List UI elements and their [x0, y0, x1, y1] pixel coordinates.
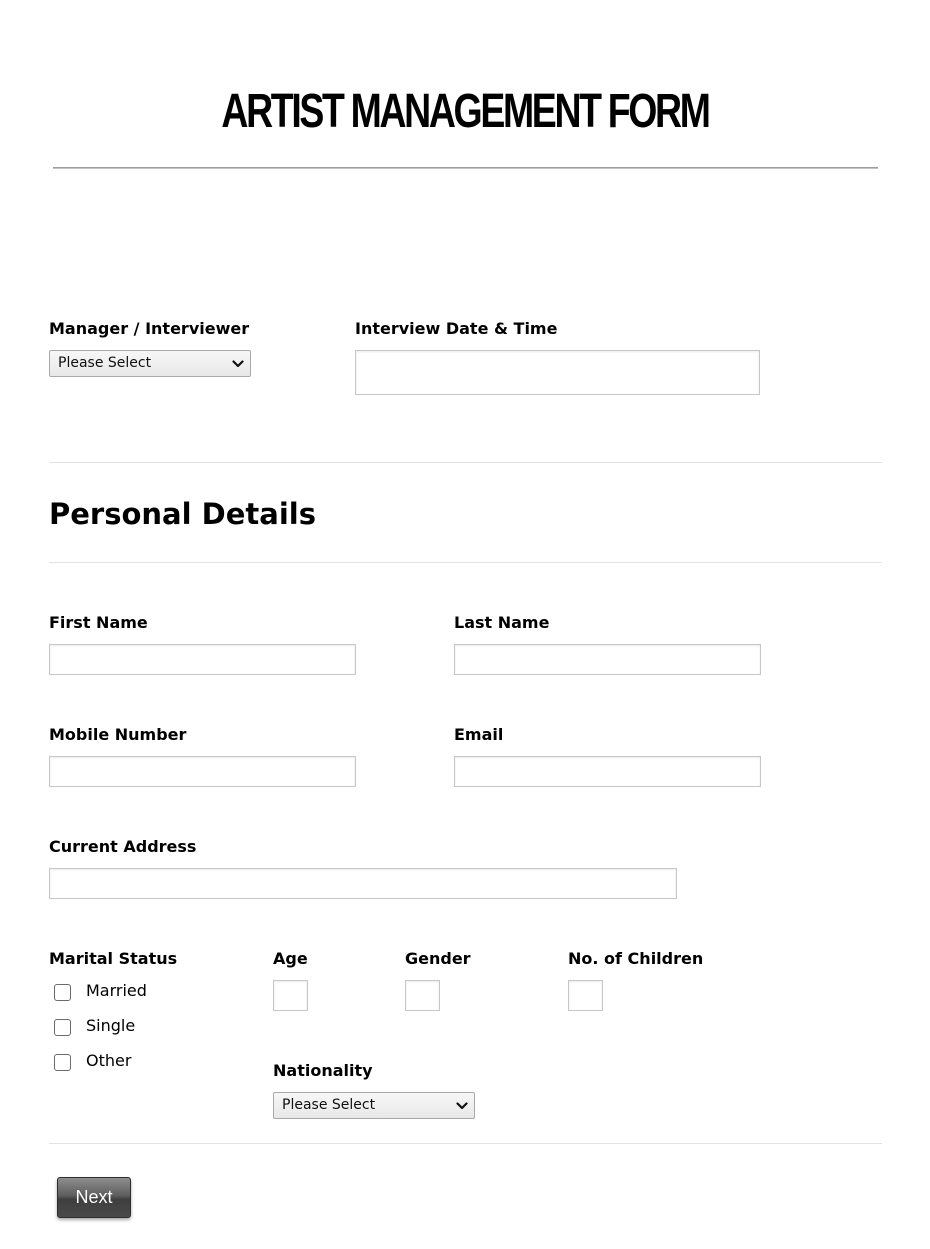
mobile-number-input[interactable]	[49, 756, 356, 787]
section-divider	[49, 1143, 882, 1144]
single-checkbox[interactable]	[54, 1019, 71, 1036]
other-label: Other	[86, 1051, 132, 1070]
mobile-number-label: Mobile Number	[49, 725, 187, 744]
last-name-input[interactable]	[454, 644, 761, 675]
title-divider	[53, 167, 878, 169]
personal-details-heading: Personal Details	[49, 497, 316, 531]
form-title: ARTIST MANAGEMENT FORM	[221, 85, 709, 138]
nationality-select-value: Please Select	[282, 1097, 376, 1113]
next-button[interactable]: Next	[57, 1177, 131, 1218]
first-name-input[interactable]	[49, 644, 356, 675]
children-input[interactable]	[568, 980, 603, 1011]
chevron-down-icon	[232, 358, 244, 370]
nationality-select[interactable]	[273, 1092, 475, 1119]
chevron-down-icon	[456, 1100, 468, 1112]
interview-date-input[interactable]	[355, 350, 760, 395]
gender-input[interactable]	[405, 980, 440, 1011]
age-input[interactable]	[273, 980, 308, 1011]
section-divider	[49, 462, 882, 463]
manager-label: Manager / Interviewer	[49, 319, 250, 338]
children-label: No. of Children	[568, 949, 704, 968]
last-name-label: Last Name	[454, 613, 550, 632]
single-label: Single	[86, 1016, 136, 1035]
section-divider	[49, 562, 882, 563]
manager-select-value: Please Select	[58, 355, 152, 371]
interview-date-label: Interview Date & Time	[355, 319, 558, 338]
nationality-label: Nationality	[273, 1061, 373, 1080]
first-name-label: First Name	[49, 613, 148, 632]
age-label: Age	[273, 949, 308, 968]
manager-select[interactable]	[49, 350, 251, 377]
gender-label: Gender	[405, 949, 471, 968]
email-label: Email	[454, 725, 504, 744]
email-input[interactable]	[454, 756, 761, 787]
current-address-input[interactable]	[49, 868, 677, 899]
marital-status-label: Marital Status	[49, 949, 178, 968]
married-checkbox[interactable]	[54, 984, 71, 1001]
current-address-label: Current Address	[49, 837, 197, 856]
other-checkbox[interactable]	[54, 1054, 71, 1071]
married-label: Married	[86, 981, 147, 1000]
